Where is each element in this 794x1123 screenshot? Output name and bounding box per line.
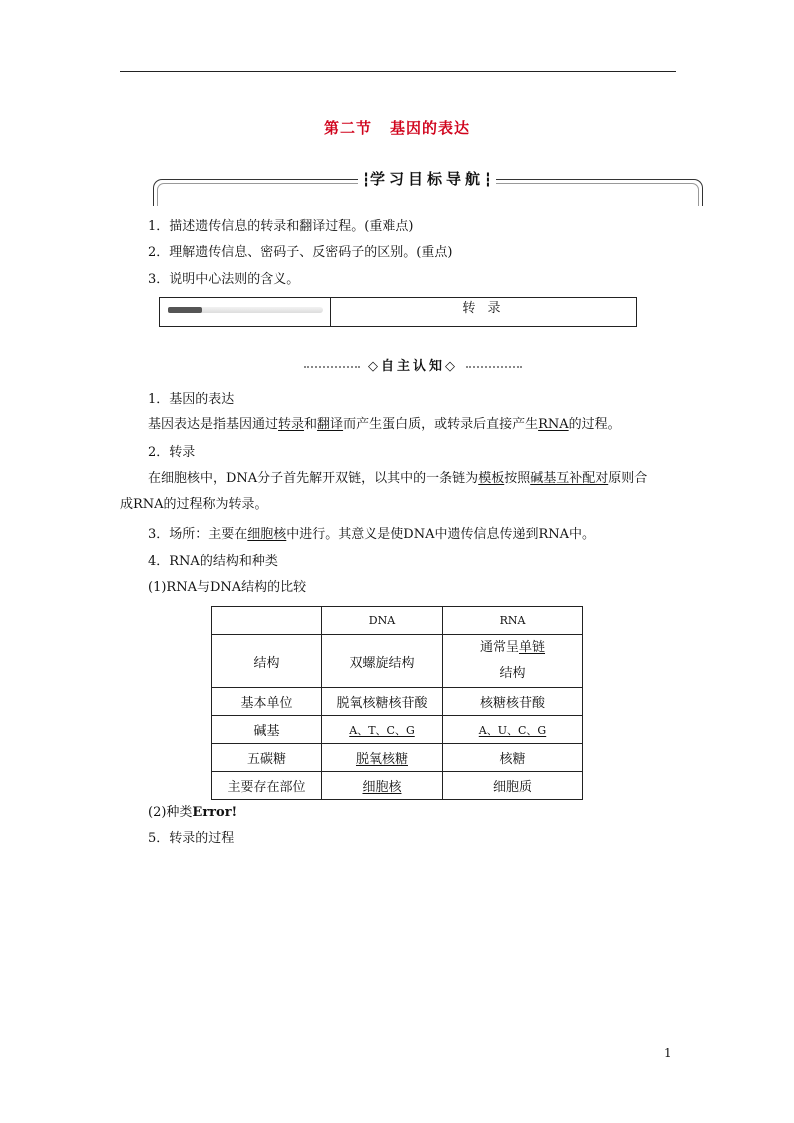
section-divider: [304, 358, 522, 376]
progress-graphic: [160, 298, 331, 326]
item2-text: 在细胞核中，DNA分子首先解开双链，以其中的一条链为模板按照碱基互补配对原则合 成RNA的过程称为转录。: [120, 471, 648, 512]
table-row: [212, 744, 583, 772]
error-text: Error!: [192, 805, 238, 820]
item4-sub1: (1)RNA与DNA结构的比较: [148, 580, 307, 595]
objective-2: 2．理解遗传信息、密码子、反密码子的区别。(重点): [148, 245, 453, 260]
item2-heading: 2．转录: [148, 445, 196, 460]
dna-cell: 细胞核: [322, 772, 443, 800]
row-label: 五碳糖: [212, 744, 322, 772]
banner-label: ┇ 学习目标导航 ┇: [358, 166, 496, 192]
rna-cell: 细胞质: [443, 772, 583, 800]
objective-3: 3．说明中心法则的含义。: [148, 272, 300, 287]
row-label: 结构: [212, 635, 322, 688]
row-label: 基本单位: [212, 688, 322, 716]
rna-cell: 通常呈单链 结构: [443, 635, 583, 688]
rna-cell: 核糖: [443, 744, 583, 772]
dna-cell: A、T、C、G: [322, 716, 443, 744]
row-label: 主要存在部位: [212, 772, 322, 800]
rna-dna-table: [211, 606, 583, 800]
section-heading: ◇自主认知◇: [368, 359, 458, 374]
stage-label: 转 录: [462, 301, 505, 316]
page-title: 第二节 基因的表达: [323, 119, 471, 137]
objective-1: 1．描述遗传信息的转录和翻译过程。(重难点): [148, 219, 414, 234]
header-cell: [212, 607, 322, 635]
page-number: 1: [664, 1046, 672, 1060]
dna-cell: 脱氧核糖核苷酸: [322, 688, 443, 716]
dna-cell: 双螺旋结构: [322, 635, 443, 688]
header-cell: RNA: [443, 607, 583, 635]
rna-cell: 核糖核苷酸: [443, 688, 583, 716]
table-row: [212, 772, 583, 800]
item1-heading: 1．基因的表达: [148, 392, 235, 407]
item1-text: 基因表达是指基因通过转录和翻译而产生蛋白质，或转录后直接产生RNA的过程。: [148, 417, 621, 432]
top-rule: [120, 71, 676, 72]
item3-text: 3．场所：主要在细胞核中进行。其意义是使DNA中遗传信息传递到RNA中。: [148, 527, 596, 542]
table-row: [212, 688, 583, 716]
header-cell: DNA: [322, 607, 443, 635]
table-row: [212, 716, 583, 744]
item5-heading: 5．转录的过程: [148, 831, 235, 846]
stage-box: [159, 297, 637, 327]
item4-heading: 4．RNA的结构和种类: [148, 554, 278, 569]
row-label: 碱基: [212, 716, 322, 744]
table-row: [212, 607, 583, 635]
objectives-banner: [153, 166, 703, 206]
dna-cell: 脱氧核糖: [322, 744, 443, 772]
rna-cell: A、U、C、G: [443, 716, 583, 744]
table-row: [212, 635, 583, 688]
item4-sub2: (2)种类Error!: [148, 805, 238, 820]
